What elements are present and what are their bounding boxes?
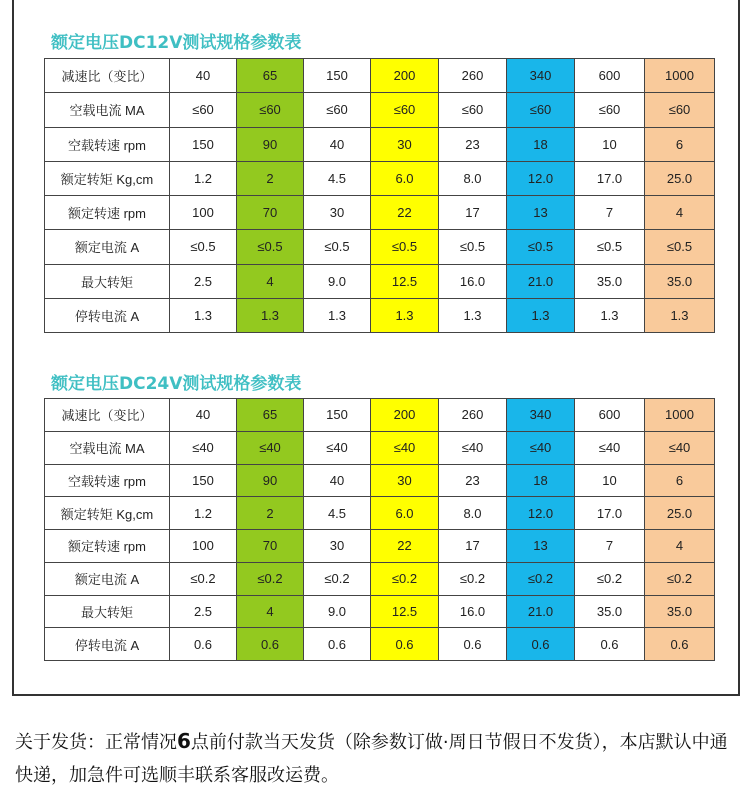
table-cell: ≤0.2 [645, 562, 715, 595]
table-cell: 200 [371, 399, 439, 432]
table-cell: 12.5 [371, 264, 439, 298]
table-cell: 22 [371, 530, 439, 563]
table-cell: ≤40 [645, 431, 715, 464]
table-row [45, 464, 715, 497]
table-cell: 21.0 [507, 264, 575, 298]
table-cell: 13 [507, 530, 575, 563]
table-row [45, 562, 715, 595]
table-cell: 25.0 [645, 497, 715, 530]
table-cell: 22 [371, 196, 439, 230]
table-row [45, 497, 715, 530]
table-cell: ≤0.5 [507, 230, 575, 264]
table-cell: ≤40 [371, 431, 439, 464]
table-row [45, 595, 715, 628]
table-cell: 23 [439, 127, 507, 161]
table-row [45, 399, 715, 432]
table-cell: 1.3 [575, 298, 645, 332]
table-cell: 17 [439, 196, 507, 230]
table-cell: 21.0 [507, 595, 575, 628]
table-cell: 150 [170, 464, 237, 497]
table-cell: 0.6 [575, 628, 645, 661]
row-label: 最大转矩 [45, 595, 170, 628]
table-cell: 10 [575, 464, 645, 497]
table-cell: ≤0.5 [575, 230, 645, 264]
table-cell: 10 [575, 127, 645, 161]
table-cell: 17 [439, 530, 507, 563]
table-row [45, 127, 715, 161]
table-cell: 70 [237, 530, 304, 563]
table-row [45, 298, 715, 332]
table-cell: 12.5 [371, 595, 439, 628]
table-cell: 0.6 [439, 628, 507, 661]
table-cell: 600 [575, 399, 645, 432]
table-row [45, 530, 715, 563]
shipping-note-prefix: 关于发货：正常情况 [15, 732, 177, 753]
table-cell: 40 [170, 399, 237, 432]
table-cell: 16.0 [439, 264, 507, 298]
row-label: 停转电流 A [45, 298, 170, 332]
table-cell: 1.3 [371, 298, 439, 332]
table-cell: 0.6 [507, 628, 575, 661]
table-cell: 18 [507, 464, 575, 497]
row-label: 空载电流 MA [45, 93, 170, 127]
row-label: 额定转矩 Kg,cm [45, 161, 170, 195]
table-cell: ≤40 [439, 431, 507, 464]
table-cell: 30 [371, 127, 439, 161]
table-row [45, 230, 715, 264]
table-cell: ≤60 [575, 93, 645, 127]
table-cell: 9.0 [304, 264, 371, 298]
table-cell: 40 [304, 127, 371, 161]
table-cell: 0.6 [170, 628, 237, 661]
spec-table-12v [44, 58, 715, 333]
table-cell: ≤0.2 [237, 562, 304, 595]
table-cell: ≤0.2 [371, 562, 439, 595]
table-cell: 1.2 [170, 497, 237, 530]
table-cell: 0.6 [645, 628, 715, 661]
table-cell: 0.6 [237, 628, 304, 661]
row-label: 减速比（变比） [45, 399, 170, 432]
table-cell: 4 [237, 264, 304, 298]
table-cell: 35.0 [575, 264, 645, 298]
table-cell: 2 [237, 497, 304, 530]
row-label: 空载转速 rpm [45, 464, 170, 497]
row-label: 额定转速 rpm [45, 530, 170, 563]
table-cell: 6.0 [371, 497, 439, 530]
table-cell: 35.0 [645, 595, 715, 628]
table-cell: 7 [575, 196, 645, 230]
table-cell: ≤0.5 [371, 230, 439, 264]
row-label: 空载转速 rpm [45, 127, 170, 161]
table-row [45, 93, 715, 127]
table-cell: 100 [170, 530, 237, 563]
row-label: 额定转速 rpm [45, 196, 170, 230]
table-cell: ≤60 [439, 93, 507, 127]
table-cell: 90 [237, 127, 304, 161]
table-cell: 35.0 [645, 264, 715, 298]
table-cell: ≤60 [645, 93, 715, 127]
table-cell: 150 [304, 399, 371, 432]
table-cell: ≤60 [237, 93, 304, 127]
table-cell: 8.0 [439, 161, 507, 195]
table-cell: 4.5 [304, 161, 371, 195]
table-cell: 1.3 [304, 298, 371, 332]
table-cell: 260 [439, 59, 507, 93]
table-cell: 200 [371, 59, 439, 93]
table-row [45, 196, 715, 230]
table-cell: 65 [237, 59, 304, 93]
table-cell: 17.0 [575, 497, 645, 530]
table-cell: 2.5 [170, 264, 237, 298]
table-cell: ≤40 [237, 431, 304, 464]
table-row [45, 431, 715, 464]
table-cell: 100 [170, 196, 237, 230]
table-row [45, 161, 715, 195]
table-cell: 260 [439, 399, 507, 432]
table-title-24v: 额定电压DC24V测试规格参数表 [51, 374, 302, 394]
row-label: 减速比（变比） [45, 59, 170, 93]
table-cell: 4.5 [304, 497, 371, 530]
table-cell: 12.0 [507, 161, 575, 195]
table-cell: 16.0 [439, 595, 507, 628]
table-cell: 6.0 [371, 161, 439, 195]
table-cell: 6 [645, 464, 715, 497]
table-cell: 35.0 [575, 595, 645, 628]
table-cell: 8.0 [439, 497, 507, 530]
table-cell: 1000 [645, 59, 715, 93]
table-cell: 30 [371, 464, 439, 497]
row-label: 额定转矩 Kg,cm [45, 497, 170, 530]
table-cell: 1.3 [170, 298, 237, 332]
table-cell: 150 [170, 127, 237, 161]
table-cell: 30 [304, 196, 371, 230]
table-cell: 65 [237, 399, 304, 432]
table-cell: ≤0.2 [170, 562, 237, 595]
table-cell: ≤40 [304, 431, 371, 464]
table-cell: 1.3 [507, 298, 575, 332]
table-cell: 25.0 [645, 161, 715, 195]
table-cell: 13 [507, 196, 575, 230]
table-cell: ≤40 [507, 431, 575, 464]
table-cell: 18 [507, 127, 575, 161]
shipping-note [15, 725, 740, 792]
table-cell: ≤0.5 [170, 230, 237, 264]
table-cell: ≤0.5 [645, 230, 715, 264]
spec-table-24v [44, 398, 715, 661]
table-cell: 0.6 [371, 628, 439, 661]
table-cell: 40 [304, 464, 371, 497]
row-label: 空载电流 MA [45, 431, 170, 464]
table-row [45, 264, 715, 298]
table-cell: 4 [237, 595, 304, 628]
table-row [45, 59, 715, 93]
shipping-note-suffix: 点前付款当天发货（除参数订做·周日节假日不发货），本店默认中通快递，加急件可选顺丰联系客服改运费。 [15, 732, 728, 786]
table-cell: 9.0 [304, 595, 371, 628]
table-cell: 340 [507, 59, 575, 93]
table-cell: 600 [575, 59, 645, 93]
table-cell: ≤0.5 [237, 230, 304, 264]
table-cell: 90 [237, 464, 304, 497]
table-cell: 1.2 [170, 161, 237, 195]
table-cell: 4 [645, 530, 715, 563]
table-cell: ≤40 [170, 431, 237, 464]
table-cell: ≤40 [575, 431, 645, 464]
table-cell: 30 [304, 530, 371, 563]
table-cell: 6 [645, 127, 715, 161]
table-cell: ≤60 [170, 93, 237, 127]
table-title-12v: 额定电压DC12V测试规格参数表 [51, 33, 302, 53]
table-cell: 0.6 [304, 628, 371, 661]
table-cell: 4 [645, 196, 715, 230]
table-cell: 17.0 [575, 161, 645, 195]
table-cell: 7 [575, 530, 645, 563]
table-cell: 23 [439, 464, 507, 497]
table-cell: 1000 [645, 399, 715, 432]
table-cell: ≤60 [304, 93, 371, 127]
table-cell: 12.0 [507, 497, 575, 530]
row-label: 最大转矩 [45, 264, 170, 298]
table-cell: 150 [304, 59, 371, 93]
table-cell: ≤0.2 [507, 562, 575, 595]
table-cell: 340 [507, 399, 575, 432]
table-cell: 2.5 [170, 595, 237, 628]
table-cell: ≤0.2 [575, 562, 645, 595]
row-label: 额定电流 A [45, 562, 170, 595]
table-cell: ≤0.2 [439, 562, 507, 595]
table-cell: 1.3 [439, 298, 507, 332]
table-cell: 1.3 [237, 298, 304, 332]
row-label: 额定电流 A [45, 230, 170, 264]
row-label: 停转电流 A [45, 628, 170, 661]
table-cell: ≤60 [507, 93, 575, 127]
shipping-note-hour: 6 [177, 729, 191, 753]
table-cell: ≤60 [371, 93, 439, 127]
table-cell: ≤0.5 [304, 230, 371, 264]
table-cell: 70 [237, 196, 304, 230]
table-row [45, 628, 715, 661]
table-cell: 1.3 [645, 298, 715, 332]
table-cell: ≤0.5 [439, 230, 507, 264]
table-cell: 2 [237, 161, 304, 195]
table-cell: 40 [170, 59, 237, 93]
table-cell: ≤0.2 [304, 562, 371, 595]
